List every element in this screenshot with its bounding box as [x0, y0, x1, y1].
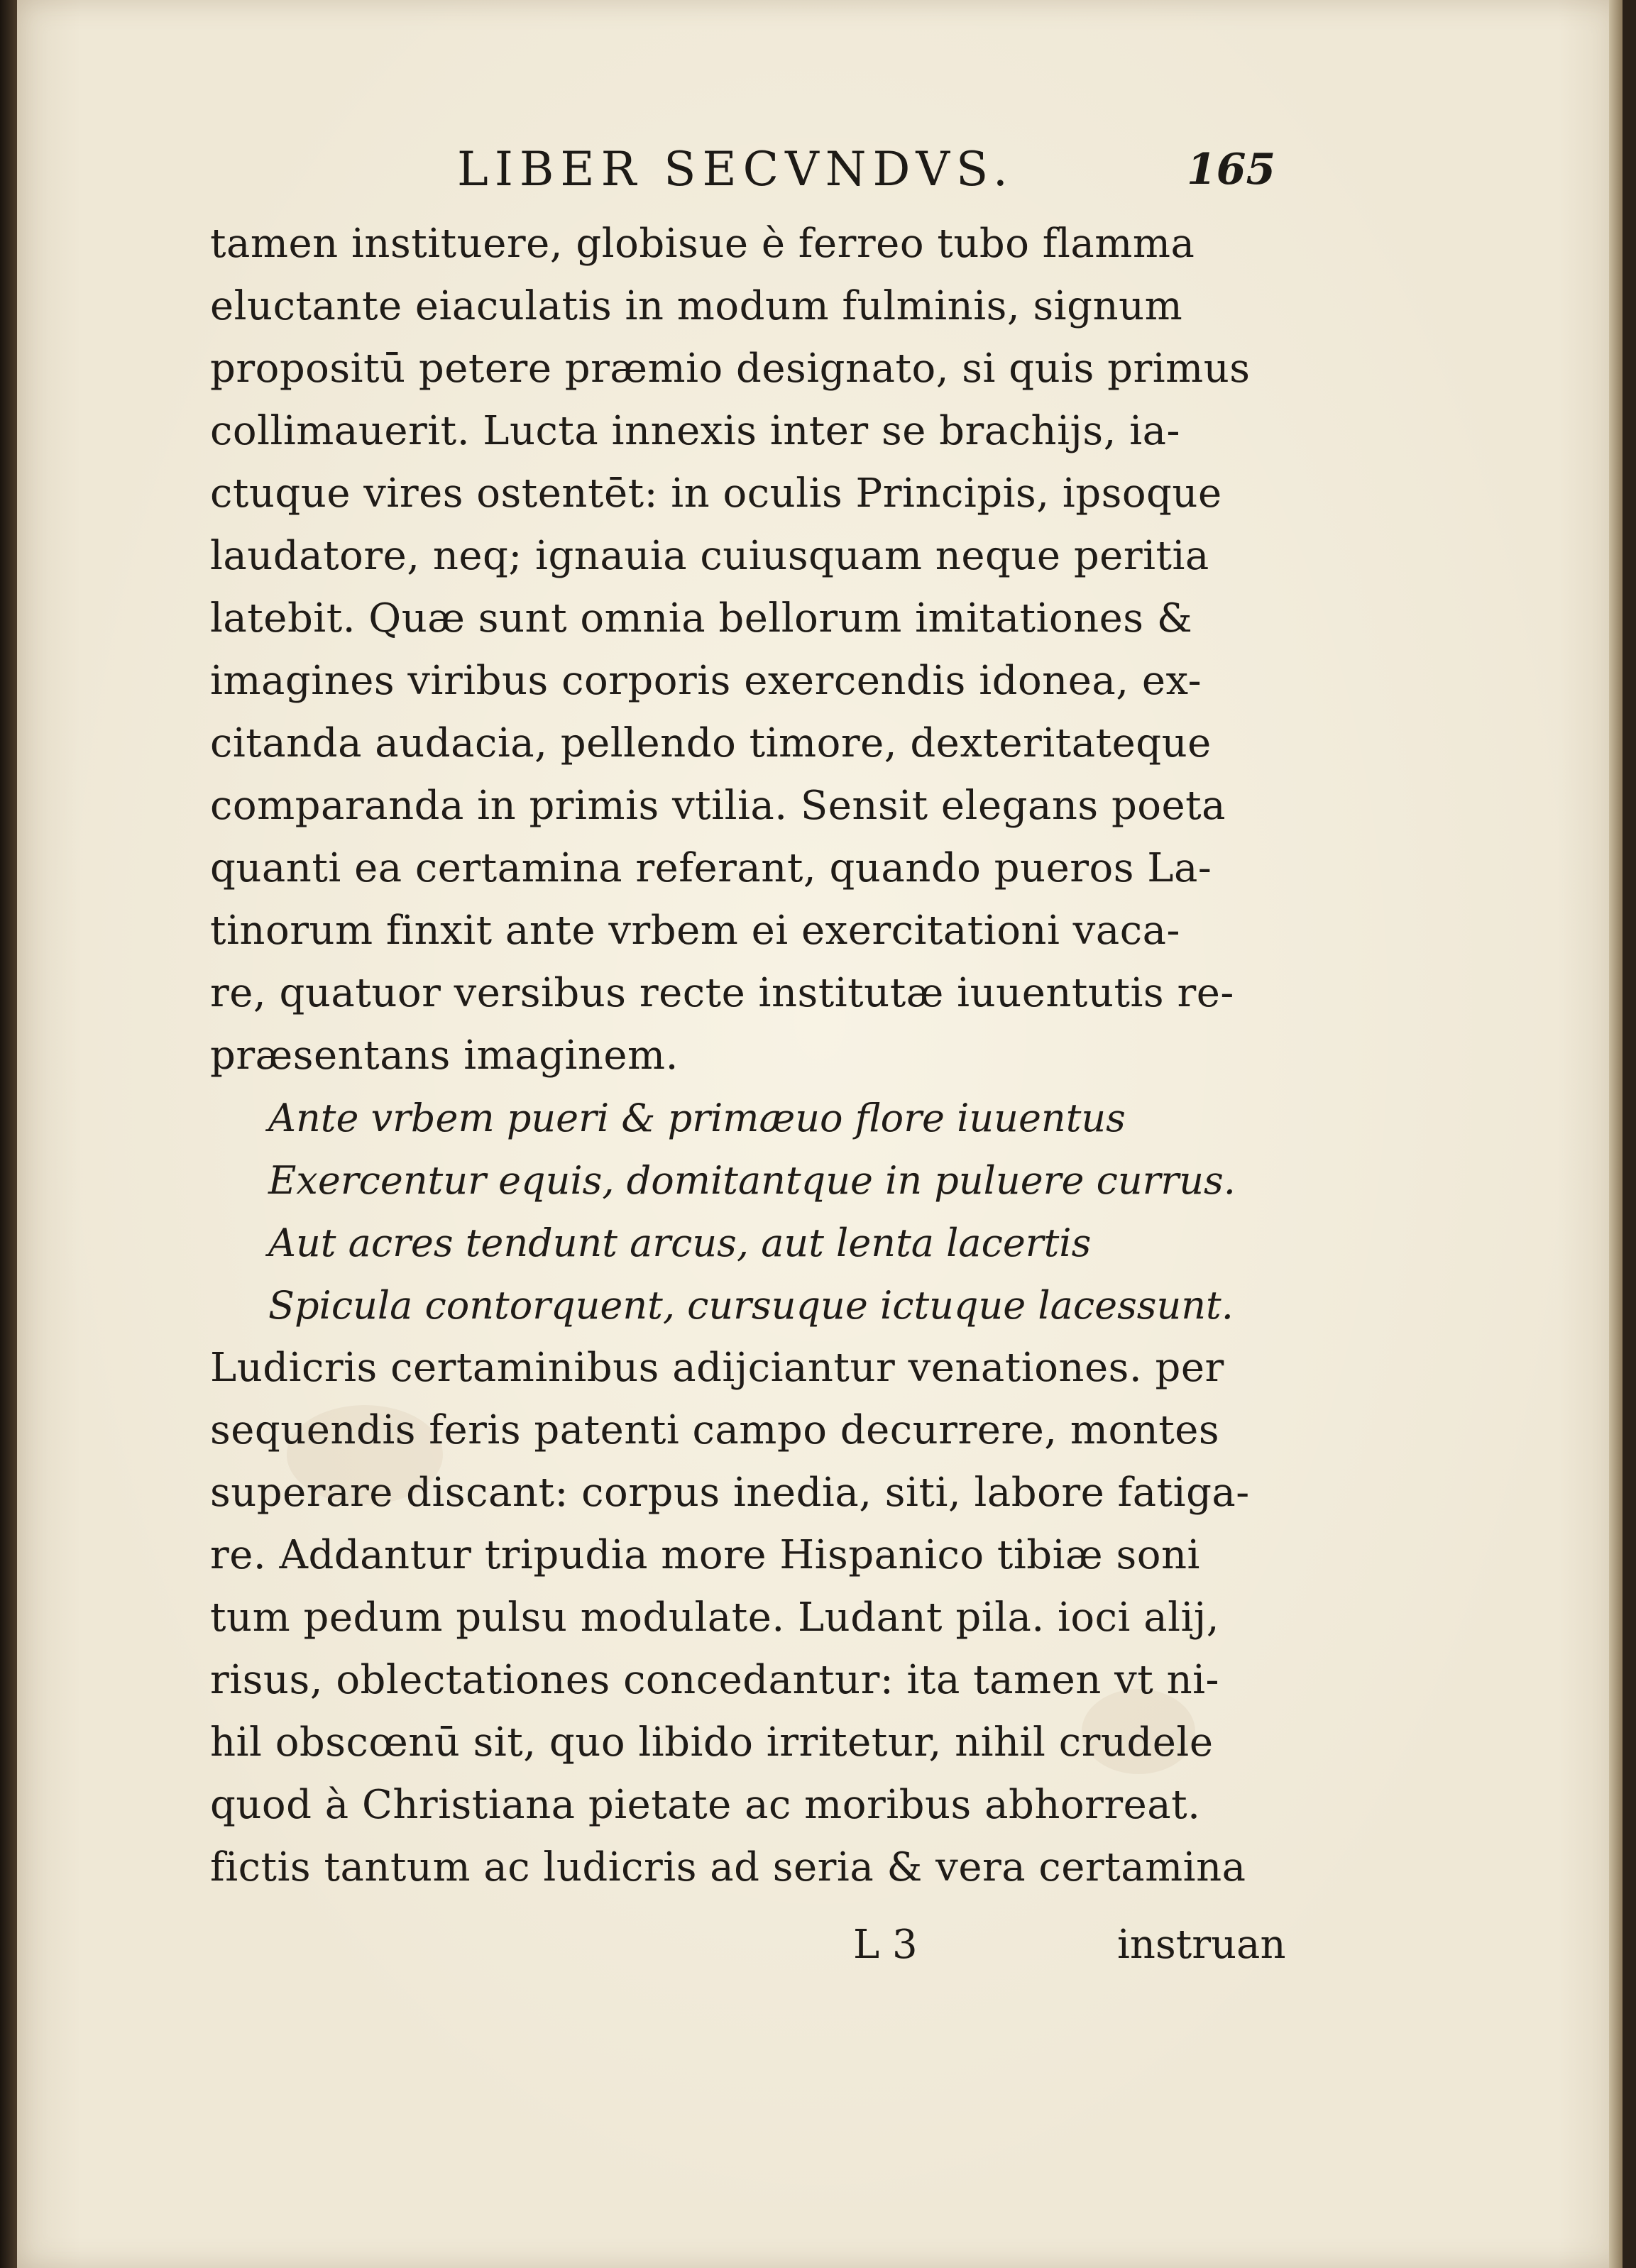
running-head: LIBER SECVNDVS.	[457, 142, 1014, 197]
text-line: latebit. Quæ sunt omnia bellorum imitationes &	[210, 595, 1193, 642]
text-line: hil obscœnū sit, quo libido irritetur, nihil crudele	[210, 1719, 1214, 1766]
text-line: quod à Christiana pietate ac moribus abhorreat.	[210, 1782, 1201, 1828]
verse-line: Spicula contorquent, cursuque ictuque lacessunt.	[268, 1283, 1234, 1328]
page-footer	[17, 1922, 1623, 1986]
page-number: 165	[1187, 145, 1276, 194]
text-line: re. Addantur tripudia more Hispanico tibiæ soni	[210, 1532, 1200, 1578]
text-line: imagines viribus corporis exercendis idonea, ex-	[210, 658, 1202, 704]
text-line: ctuque vires ostentēt: in oculis Principis, ipsoque	[210, 470, 1222, 517]
text-line: laudatore, neq; ignauia cuiusquam neque peritia	[210, 533, 1209, 579]
text-line: sequendis feris patenti campo decurrere, montes	[210, 1407, 1220, 1453]
text-line: tamen instituere, globisue è ferreo tubo flamma	[210, 221, 1195, 267]
text-line: fictis tantum ac ludicris ad seria & vera certamina	[210, 1844, 1246, 1890]
verse-line: Ante vrbem pueri & primæuo flore iuuentus	[268, 1096, 1126, 1140]
text-line: re, quatuor versibus recte institutæ iuuentutis re-	[210, 970, 1234, 1016]
text-line: citanda audacia, pellendo timore, dexteritateque	[210, 720, 1212, 766]
text-line: tum pedum pulsu modulate. Ludant pila. ioci alij,	[210, 1595, 1220, 1641]
text-line: quanti ea certamina referant, quando pueros La-	[210, 845, 1212, 891]
signature-mark: L 3	[853, 1922, 918, 1968]
book-page	[17, 0, 1623, 2268]
text-line: propositū petere præmio designato, si quis primus	[210, 346, 1251, 392]
main-text	[210, 213, 1317, 1899]
text-line: superare discant: corpus inedia, siti, labore fatiga-	[210, 1470, 1250, 1516]
book-spine-shadow	[0, 0, 17, 2268]
text-line: præsentans imaginem.	[210, 1033, 679, 1079]
catchword: instruan	[1117, 1922, 1286, 1968]
verse-line: Exercentur equis, domitantque in puluere currus.	[268, 1158, 1236, 1203]
text-line: Ludicris certaminibus adijciantur venationes. per	[210, 1345, 1224, 1391]
text-line: comparanda in primis vtilia. Sensit elegans poeta	[210, 783, 1226, 829]
text-line: eluctante eiaculatis in modum fulminis, signum	[210, 283, 1183, 329]
page-header	[17, 142, 1623, 206]
text-line: tinorum finxit ante vrbem ei exercitationi vaca-	[210, 908, 1180, 954]
text-line: collimauerit. Lucta innexis inter se brachijs, ia-	[210, 408, 1180, 454]
text-line: risus, oblectationes concedantur: ita tamen vt ni-	[210, 1657, 1219, 1703]
verse-line: Aut acres tendunt arcus, aut lenta lacertis	[268, 1221, 1092, 1265]
page-edge	[1609, 0, 1623, 2268]
